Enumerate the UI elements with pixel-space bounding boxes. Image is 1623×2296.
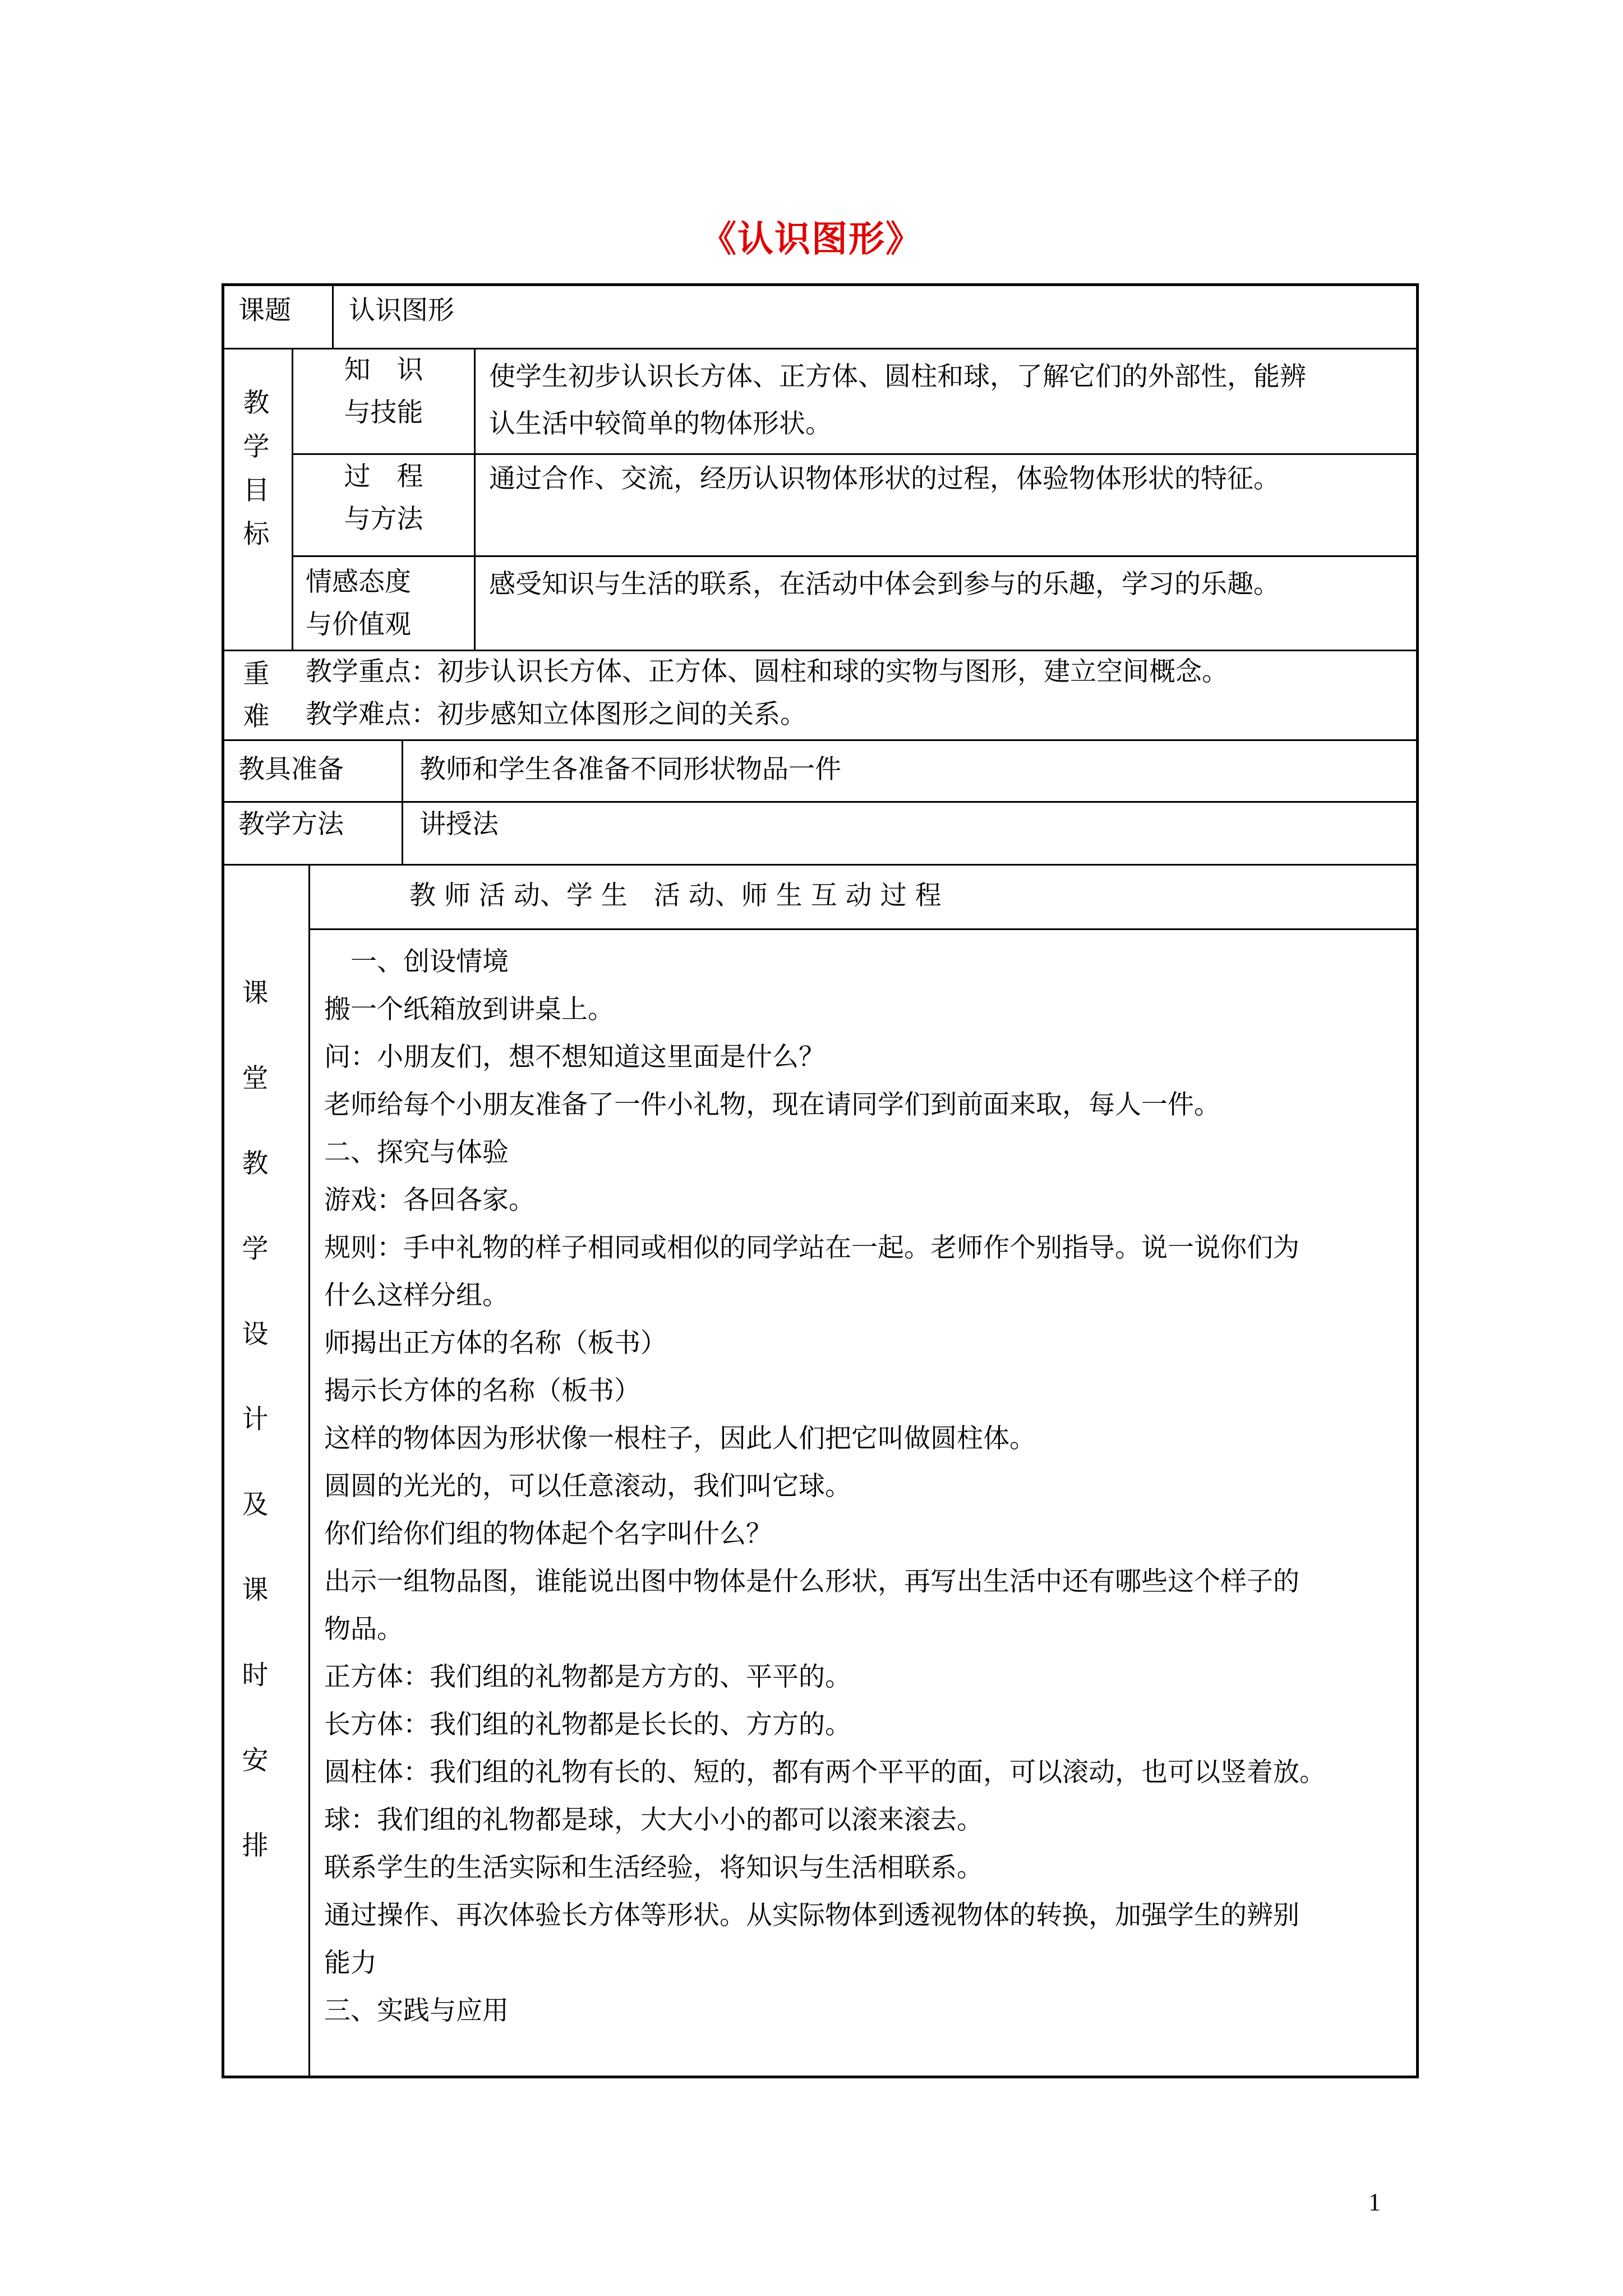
- tools-value: 教师和学生各准备不同形状物品一件: [419, 754, 841, 785]
- design-line: 正方体：我们组的礼物都是方方的、平平的。: [324, 1662, 851, 1692]
- method-value: 讲授法: [419, 809, 499, 840]
- design-header: 教 师 活 动、学 生 活 动、师 生 互 动 过 程: [409, 880, 942, 911]
- design-line: 物品。: [324, 1614, 403, 1645]
- design-label: 课 堂 教 学 设 计 及 课 时 安 排: [242, 978, 269, 1861]
- design-line: 老师给每个小朋友准备了一件小礼物，现在请同学们到前面来取，每人一件。: [324, 1089, 1220, 1120]
- knowledge-text: 使学生初步认识长方体、正方体、圆柱和球，了解它们的外部性，能辨 认生活中较简单的物体形状。: [489, 361, 1306, 439]
- design-line: 规则：手中礼物的样子相同或相似的同学站在一起。老师作个别指导。说一说你们为: [324, 1232, 1299, 1263]
- design-line: 长方体：我们组的礼物都是长长的、方方的。: [324, 1709, 851, 1740]
- design-line: 圆圆的光光的，可以任意滚动，我们叫它球。: [324, 1471, 851, 1502]
- design-line: 游戏：各回各家。: [324, 1185, 535, 1216]
- emotion-text: 感受知识与生活的联系，在活动中体会到参与的乐趣，学习的乐趣。: [489, 569, 1280, 600]
- design-line: 通过操作、再次体验长方体等形状。从实际物体到透视物体的转换，加强学生的辨别: [324, 1900, 1299, 1931]
- design-line: 三、实践与应用: [324, 1995, 509, 2026]
- design-line: 圆柱体：我们组的礼物有长的、短的，都有两个平平的面，可以滚动，也可以竖着放。: [324, 1757, 1326, 1788]
- design-line: 揭示长方体的名称（板书）: [324, 1375, 640, 1406]
- design-line: 什么这样分组。: [324, 1280, 509, 1311]
- design-line: 问：小朋友们，想不想知道这里面是什么？: [324, 1042, 825, 1073]
- process-label: 过 程 与方法: [344, 461, 423, 535]
- design-line: 二、探究与体验: [324, 1137, 509, 1168]
- process-text: 通过合作、交流，经历认识物体形状的过程，体验物体形状的特征。: [489, 463, 1280, 494]
- design-line: 球：我们组的礼物都是球，大大小小的都可以滚来滚去。: [324, 1805, 983, 1835]
- goals-label: 教 学 目 标: [243, 388, 270, 550]
- emotion-label: 情感态度 与价值观: [306, 567, 411, 640]
- design-line: 联系学生的生活实际和生活经验，将知识与生活相联系。: [324, 1852, 983, 1883]
- topic-value: 认识图形: [349, 295, 454, 326]
- design-line: 一、创设情境: [324, 946, 509, 977]
- key-points-text: 教学重点：初步认识长方体、正方体、圆柱和球的实物与图形，建立空间概念。 教学难点：初步感知立体图形之间的关系。: [306, 656, 1228, 730]
- design-content: [324, 938, 1326, 2035]
- design-line: 你们给你们组的物体起个名字叫什么？: [324, 1519, 772, 1549]
- page-number: 1: [1368, 2188, 1381, 2216]
- method-label: 教学方法: [238, 809, 344, 840]
- design-line: 能力: [324, 1948, 377, 1978]
- tools-label: 教具准备: [238, 754, 344, 785]
- design-line: 出示一组物品图，谁能说出图中物体是什么形状，再写出生活中还有哪些这个样子的: [324, 1566, 1299, 1597]
- key-points-label: 重 难: [243, 659, 270, 732]
- knowledge-label: 知 识 与技能: [344, 355, 423, 428]
- topic-label: 课题: [238, 295, 291, 326]
- design-line: 搬一个纸箱放到讲桌上。: [324, 994, 614, 1025]
- design-line: 这样的物体因为形状像一根柱子，因此人们把它叫做圆柱体。: [324, 1423, 1036, 1454]
- design-line: 师揭出正方体的名称（板书）: [324, 1328, 667, 1359]
- document-title: 《认识图形》: [700, 219, 923, 260]
